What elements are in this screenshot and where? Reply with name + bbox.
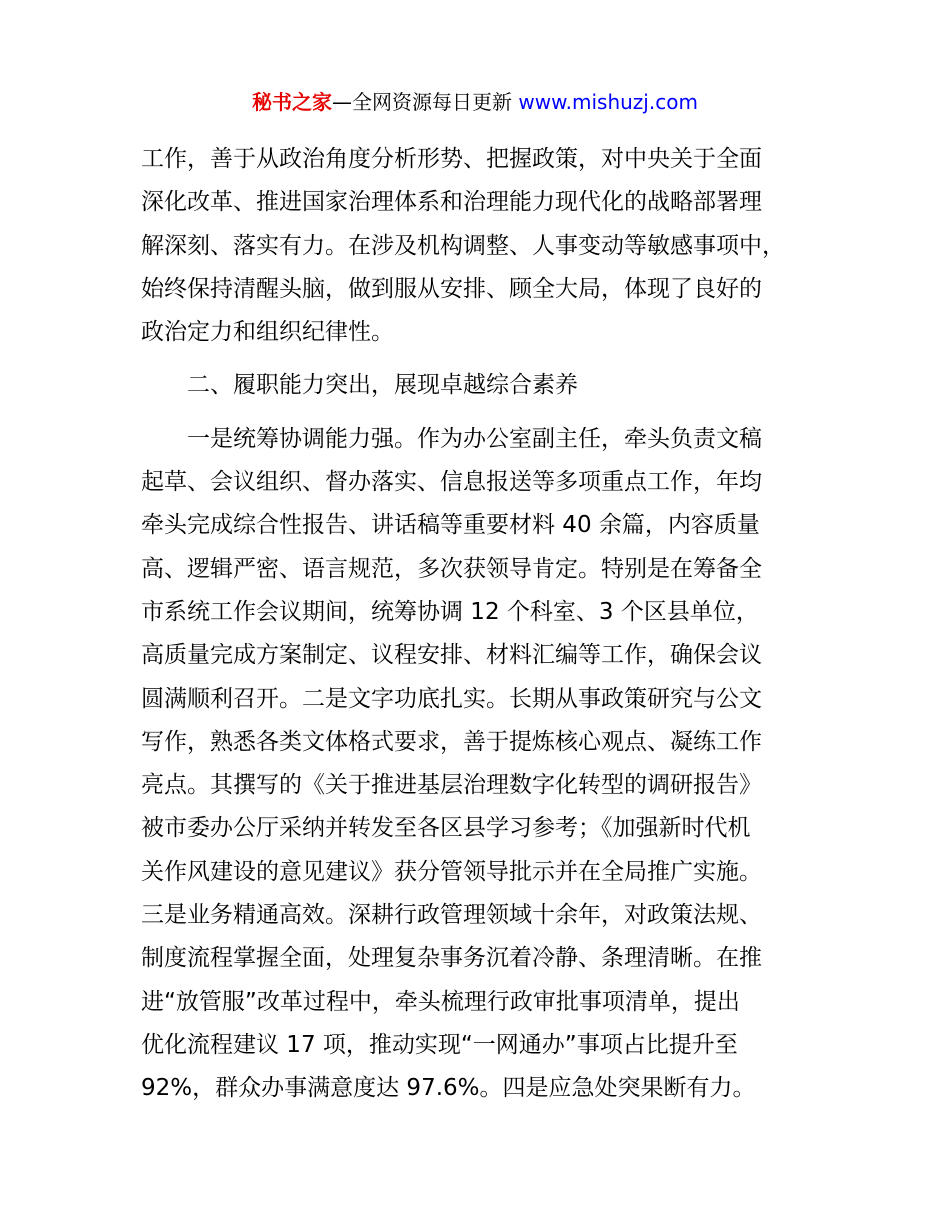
site-header	[0, 88, 950, 116]
text-line: 解深刻、落实有力。在涉及机构调整、人事变动等敏感事项中，	[141, 232, 785, 259]
text-line: 亮点。其撰写的《关于推进基层治理数字化转型的调研报告》	[141, 772, 762, 799]
text-line: 始终保持清醒头脑，做到服从安排、顾全大局，体现了良好的	[141, 275, 762, 302]
text-line: 工作，善于从政治角度分析形势、把握政策，对中央关于全面	[141, 146, 762, 172]
text-line: 优化流程建议 17 项，推动实现“一网通办”事项占比提升至	[141, 1031, 738, 1058]
text-line: 一是统筹协调能力强。作为办公室副主任，牵头负责文稿	[141, 425, 762, 452]
text-line: 高质量完成方案制定、议程安排、材料汇编等工作，确保会议	[141, 642, 762, 669]
text-line: 牵头完成综合性报告、讲话稿等重要材料 40 余篇，内容质量	[141, 512, 760, 539]
site-brand: 秘书之家	[252, 90, 333, 114]
text-line: 圆满顺利召开。二是文字功底扎实。长期从事政策研究与公文	[141, 685, 762, 712]
text-line: 政治定力和组织纪律性。	[141, 319, 394, 346]
text-line: 三是业务精通高效。深耕行政管理领域十余年，对政策法规、	[141, 902, 762, 929]
site-url-link[interactable]: www.mishuzj.com	[518, 90, 698, 114]
text-line: 起草、会议组织、督办落实、信息报送等多项重点工作，年均	[141, 469, 762, 496]
text-line: 92%，群众办事满意度达 97.6%。四是应急处突果断有力。	[141, 1075, 756, 1102]
section-heading: 二、履职能力突出，展现卓越综合素养	[141, 372, 578, 399]
text-line: 关作风建设的意见建议》获分管领导批示并在全局推广实施。	[141, 858, 762, 885]
text-line: 写作，熟悉各类文体格式要求，善于提炼核心观点、凝练工作	[141, 728, 762, 755]
text-line: 高、逻辑严密、语言规范，多次获领导肯定。特别是在筹备全	[141, 555, 762, 582]
text-line: 深化改革、推进国家治理体系和治理能力现代化的战略部署理	[141, 189, 762, 216]
text-line: 被市委办公厅采纳并转发至各区县学习参考；《加强新时代机	[141, 815, 751, 842]
site-slogan: —全网资源每日更新	[332, 90, 519, 114]
text-line: 市系统工作会议期间，统筹协调 12 个科室、3 个区县单位，	[141, 598, 759, 625]
text-line: 制度流程掌握全面，处理复杂事务沉着冷静、条理清晰。在推	[141, 945, 762, 972]
document-body	[141, 138, 821, 1111]
text-line: 进“放管服”改革过程中，牵头梳理行政审批事项清单，提出	[141, 988, 740, 1015]
